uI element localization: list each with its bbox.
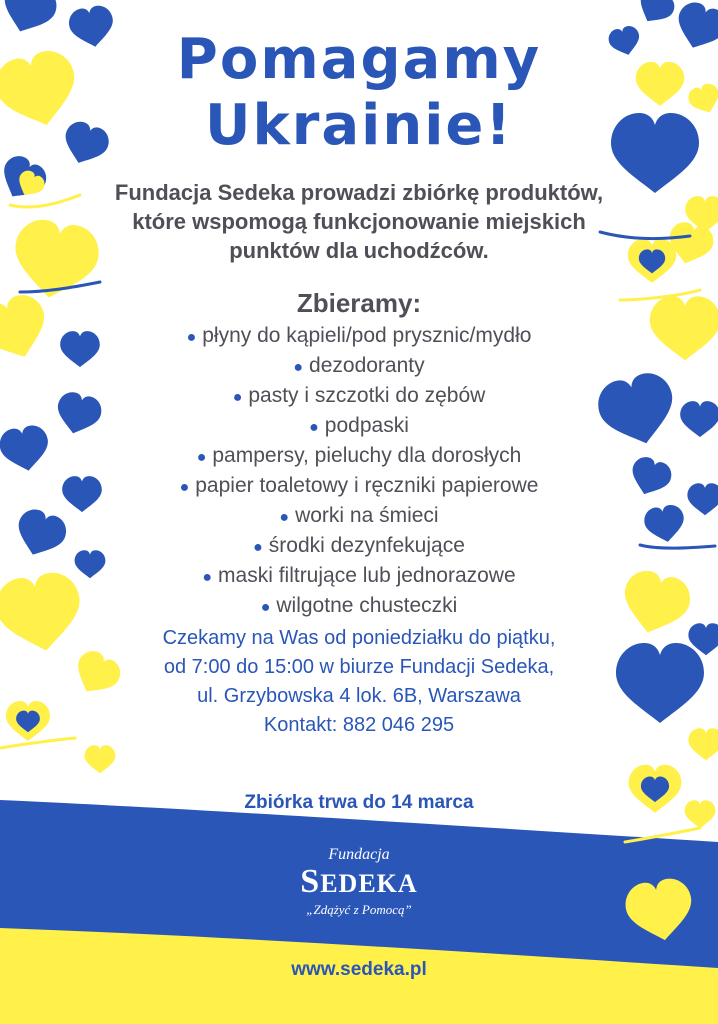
list-item (0, 322, 718, 352)
list-item (0, 442, 718, 472)
bullet-icon: ● (186, 329, 197, 346)
list-item-label: maski filtrujące lub jednorazowe (218, 564, 516, 587)
intro-text (0, 178, 718, 265)
list-item (0, 412, 718, 442)
list-item-label: dezodoranty (309, 354, 425, 377)
info-line: ul. Grzybowska 4 lok. 6B, Warszawa (197, 685, 521, 707)
list-item (0, 592, 718, 622)
title-line-2: Ukrainie! (205, 93, 513, 158)
list-item (0, 502, 718, 532)
bullet-icon: ● (253, 539, 263, 556)
heart-icon (85, 745, 116, 773)
logo-name-initial: S (300, 863, 321, 900)
list-item (0, 352, 718, 382)
bullet-icon: ● (260, 599, 271, 616)
intro-line: które wspomogą funkcjonowanie miejskich (132, 209, 586, 234)
info-line: od 7:00 do 15:00 w biurze Fundacji Sedeka, (163, 656, 555, 678)
bullet-icon: ● (279, 509, 290, 526)
bullet-icon: ● (293, 359, 304, 376)
logo-name (284, 864, 434, 902)
list-item (0, 532, 718, 562)
bullet-icon: ● (309, 419, 319, 436)
logo-tagline: „Zdążyć z Pomocą” (306, 902, 412, 917)
intro-line: punktów dla uchodźców. (229, 238, 489, 263)
logo-fundacja: Fundacja (328, 846, 390, 863)
logo-name-rest: EDEKA (320, 869, 418, 898)
list-item-label: wilgotne chusteczki (276, 594, 458, 617)
list-item (0, 562, 718, 592)
bullet-icon: ● (202, 569, 213, 586)
collection-heading: Zbieramy: (296, 288, 422, 318)
sedeka-logo (284, 846, 434, 918)
list-item-label: pasty i szczotki do zębów (248, 384, 486, 407)
list-item-label: pampersy, pieluchy dla dorosłych (212, 444, 522, 467)
info-text (0, 624, 718, 740)
list-item (0, 472, 718, 502)
intro-line: Fundacja Sedeka prowadzi zbiórkę produktów, (114, 180, 604, 205)
contact-line: Kontakt: 882 046 295 (263, 714, 455, 736)
bullet-icon: ● (179, 479, 190, 496)
list-item (0, 382, 718, 412)
list-item-label: worki na śmieci (295, 504, 439, 527)
heart-icon (632, 0, 678, 30)
collection-list (0, 322, 718, 622)
bullet-icon: ● (232, 389, 243, 406)
info-line: Czekamy na Was od poniedziałku do piątku, (162, 627, 556, 649)
bullet-icon: ● (196, 449, 207, 466)
website-link[interactable]: www.sedeka.pl (291, 959, 427, 980)
list-item-label: środki dezynfekujące (268, 534, 465, 557)
list-item-label: papier toaletowy i ręczniki papierowe (195, 474, 539, 497)
title-line-1: Pomagamy (176, 27, 542, 92)
list-item-label: podpaski (324, 414, 409, 437)
list-item-label: płyny do kąpieli/pod prysznic/mydło (202, 324, 532, 347)
collection-duration: Zbiórka trwa do 14 marca (244, 792, 474, 813)
